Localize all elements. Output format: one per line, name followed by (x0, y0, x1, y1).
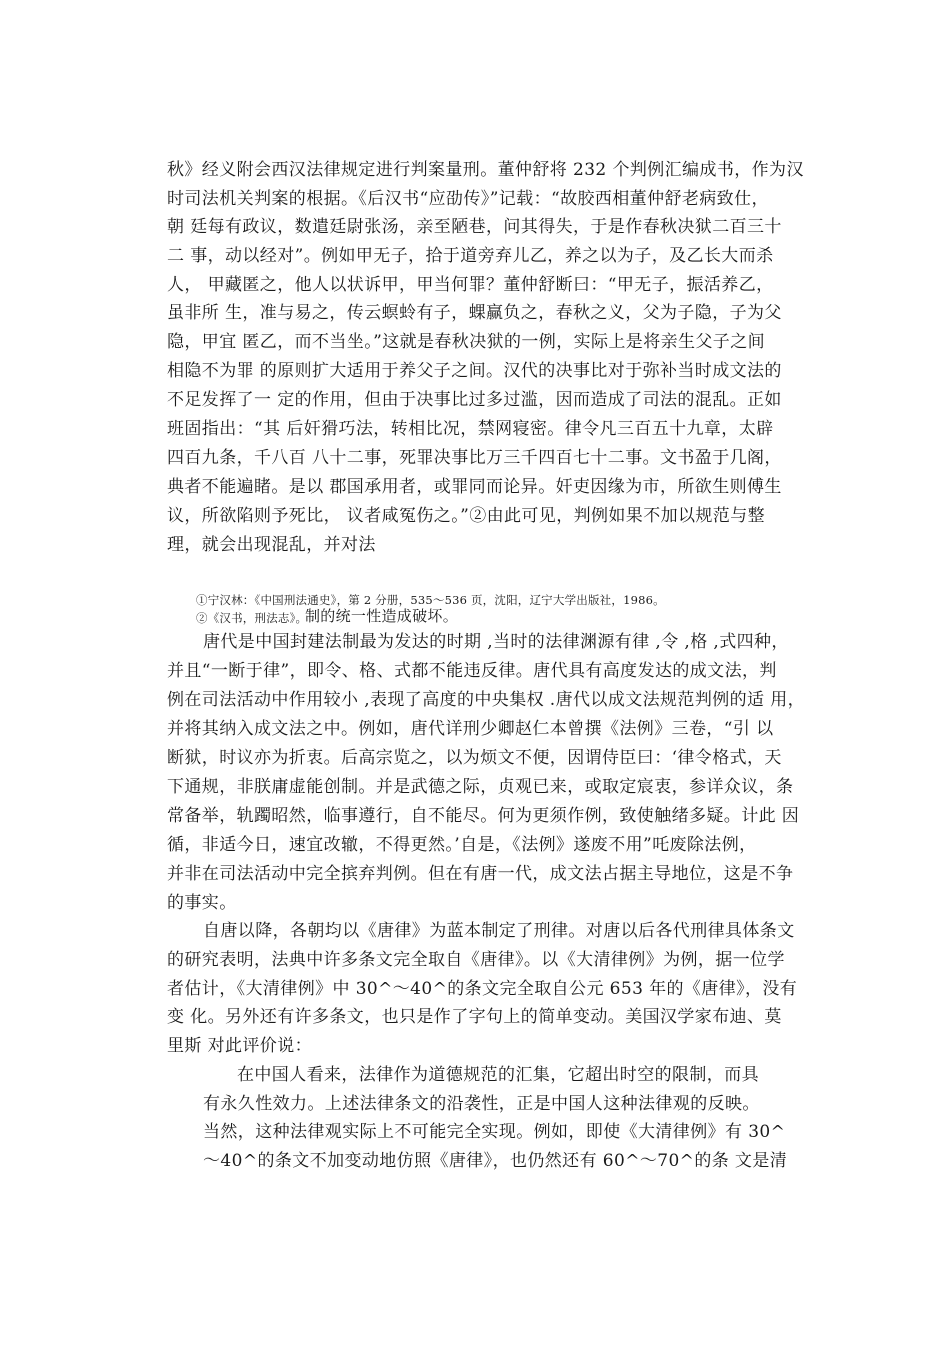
paragraph-line: 虽非所 生，准与易之，传云螟蛉有子，蜾赢负之，春秋之义，父为子隐，子为父 (167, 303, 782, 323)
paragraph-line: 二 事，动以经对”。例如甲无子，拾于道旁弃儿乙，养之以为子，及乙长大而杀 (167, 246, 774, 266)
paragraph-line: 朝 廷每有政议，数遣廷尉张汤，亲至陋巷，问其得失，于是作春秋决狱二百三十 (167, 217, 782, 237)
paragraph-line: 下通规，非朕庸虚能创制。并是武德之际，贞观已来，或取定宸衷，参详众议，条 (167, 777, 794, 797)
paragraph-line: 唐代是中国封建法制最为发达的时期 ,当时的法律渊源有律 ,令 ,格 ,式四种， (203, 632, 789, 652)
paragraph-line: 不足发挥了一 定的作用，但由于决事比过多过滥，因而造成了司法的混乱。正如 (167, 390, 782, 410)
footnote-2: ②《汉书，刑法志》。 (196, 611, 308, 625)
paragraph-line: 相隐不为罪 的原则扩大适用于养父子之间。汉代的决事比对于弥补当时成文法的 (167, 361, 782, 381)
paragraph-line: 例在司法活动中作用较小 ,表现了高度的中央集权 .唐代以成文法规范判例的适 用， (167, 690, 806, 710)
quote-line: 当然，这种法律观实际上不可能完全实现。例如，即使《大清律例》有 30^ (203, 1122, 786, 1142)
paragraph-line: 时司法机关判案的根据。《后汉书“应劭传》”记载：“故胶西相董仲舒老病致仕， (167, 189, 769, 209)
paragraph-line: 班固指出：“其 后奸猾巧法，转相比况，禁网寝密。律令凡三百五十九章，太辟 (167, 419, 774, 439)
paragraph-line: 并将其纳入成文法之中。例如，唐代详刑少卿赵仁本曾撰《法例》三卷，“引 以 (167, 719, 774, 739)
paragraph-line: 断狱，时议亦为折衷。后高宗览之，以为烦文不便，因谓侍臣曰：‘律令格式，天 (167, 748, 782, 768)
paragraph-line: 议，所欲陷则予死比， 议者咸冤伤之。”②由此可见，判例如果不加以规范与整 (167, 506, 765, 526)
paragraph-line: 并非在司法活动中完全摈弃判例。但在有唐一代，成文法占据主导地位，这是不争 (167, 864, 794, 884)
paragraph-line: 的研究表明，法典中许多条文完全取自《唐律》。以《大清律例》为例，据一位学 (167, 950, 785, 970)
paragraph-line: 自唐以降，各朝均以《唐律》为蓝本制定了刑律。对唐以后各代刑律具体条文 (203, 921, 795, 941)
paragraph-line: 理，就会出现混乱，并对法 (167, 535, 376, 555)
paragraph-line: 者估计，《大清律例》中 30^～40^的条文完全取自公元 653 年的《唐律》，没有 (167, 979, 798, 999)
paragraph-line: 里斯 对此评价说： (167, 1036, 313, 1056)
quote-line: ～40^的条文不加变动地仿照《唐律》，也仍然还有 60^～70^的条 文是清 (203, 1151, 788, 1171)
paragraph-line: 的事实。 (167, 893, 237, 913)
paragraph-line: 四百九条，千八百 八十二事，死罪决事比万三千四百七十二事。文书盈于几阁， (167, 448, 782, 468)
continued-text: 制的统一性造成破坏。 (305, 607, 459, 625)
quote-line: 有永久性效力。上述法律条文的沿袭性，正是中国人这种法律观的反映。 (203, 1094, 760, 1114)
quote-line: 在中国人看来，法律作为道德规范的汇集，它超出时空的限制，而具 (237, 1065, 759, 1085)
footnote-1: ①宁汉林：《中国刑法通史》，第 2 分册，535～536 页，沈阳，辽宁大学出版社，1986。 (196, 593, 665, 607)
paragraph-line: 变 化。另外还有许多条文，也只是作了字句上的简单变动。美国汉学家布迪、莫 (167, 1007, 782, 1027)
paragraph-line: 并且“一断于律”，即令、格、式都不能违反律。唐代具有高度发达的成文法，判 (167, 661, 777, 681)
paragraph-line: 循，非适今日，速宜改辙，不得更然。’自是，《法例》遂废不用”吒废除法例， (167, 835, 757, 855)
paragraph-line: 秋》经义附会西汉法律规定进行判案量刑。董仲舒将 232 个判例汇编成书，作为汉 (167, 160, 804, 180)
paragraph-line: 典者不能遍睹。是以 郡国承用者，或罪同而论异。奸吏因缘为市，所欲生则傅生 (167, 477, 782, 497)
paragraph-line: 隐，甲宜 匿乙，而不当坐。”这就是春秋决狱的一例，实际上是将亲生父子之间 (167, 332, 765, 352)
paragraph-line: 常备举，轨躅昭然，临事遵行，自不能尽。何为更须作例，致使触绪多疑。计此 因 (167, 806, 800, 826)
paragraph-line: 人， 甲藏匿之，他人以状诉甲，甲当何罪？董仲舒断曰：“甲无子，振活养乙， (167, 275, 774, 295)
